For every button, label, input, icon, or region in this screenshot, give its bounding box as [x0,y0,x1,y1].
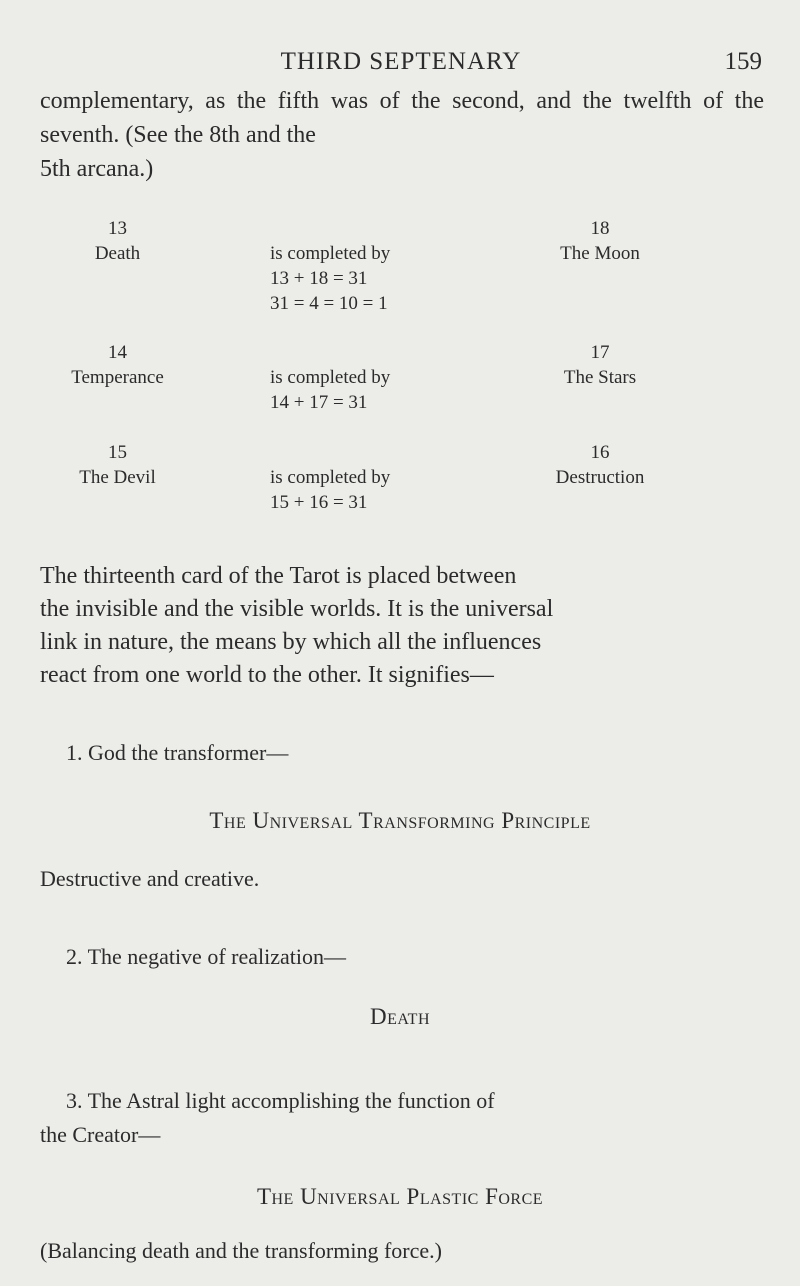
completion-text: is completed by [270,243,391,264]
table-row-2-left [40,340,195,390]
item-1-note: Destructive and creative. [40,866,260,891]
table-row-3-left [40,440,195,490]
body-line: react from one world to the other. It signifies— [40,662,494,688]
page-header [40,44,762,84]
page-number: 159 [724,48,762,75]
completion-text: is completed by [270,367,391,388]
item-3-heading-line2: the Creator— [40,1122,161,1147]
arcanum-name: Temperance [71,367,164,388]
arcanum-number: 17 [590,342,610,363]
table-row-1-middle [270,241,490,316]
body-paragraph [40,560,764,692]
intro-line: the twelfth of the seventh. (See the 8th and the [40,88,764,148]
item-1-heading: 1. God the transformer— [66,740,289,765]
completion-sum: 15 + 16 = 31 [270,492,368,513]
item-3-heading-line1: 3. The Astral light accomplishing the function of [66,1088,495,1113]
item-2-heading: 2. The negative of realization— [66,944,346,969]
table-row-2-middle [270,365,490,415]
arcanum-number: 14 [108,342,127,363]
intro-line: 5th arcana.) [40,156,154,182]
table-row-3-middle [270,465,490,515]
arcanum-name: Death [94,243,141,264]
item-3-title: The Universal Plastic Force [256,1184,544,1209]
arcanum-name: The Stars [563,367,637,388]
completion-reduction: 31 = 4 = 10 = 1 [270,293,388,314]
arcanum-number: 13 [108,218,127,239]
arcanum-number: 16 [590,442,610,463]
table-row-1-right [490,216,710,266]
intro-line: complementary, as the fifth was of the second, and [40,88,572,114]
body-line: The thirteenth card of the Tarot is placed between [40,563,517,589]
item-2-title: Death [370,1004,430,1029]
body-line: link in nature, the means by which all the influences [40,629,542,655]
item-1-title: The Universal Transforming Principle [209,808,591,833]
table-row-2-right [490,340,710,390]
completion-sum: 13 + 18 = 31 [270,268,368,289]
table-row-3-right [490,440,710,490]
arcanum-number: 15 [108,442,127,463]
item-3-note: (Balancing death and the transforming force.) [40,1238,442,1263]
arcanum-name: Destruction [555,467,645,488]
arcanum-name: The Devil [79,467,156,488]
completion-text: is completed by [270,467,391,488]
body-line: the invisible and the visible worlds. It is the universal [40,596,554,622]
arcanum-number: 18 [590,218,610,239]
running-head: THIRD SEPTENARY [280,48,522,75]
completion-sum: 14 + 17 = 31 [270,392,368,413]
intro-paragraph [40,84,764,186]
table-row-1-left [40,216,195,266]
arcanum-name: The Moon [560,243,640,264]
